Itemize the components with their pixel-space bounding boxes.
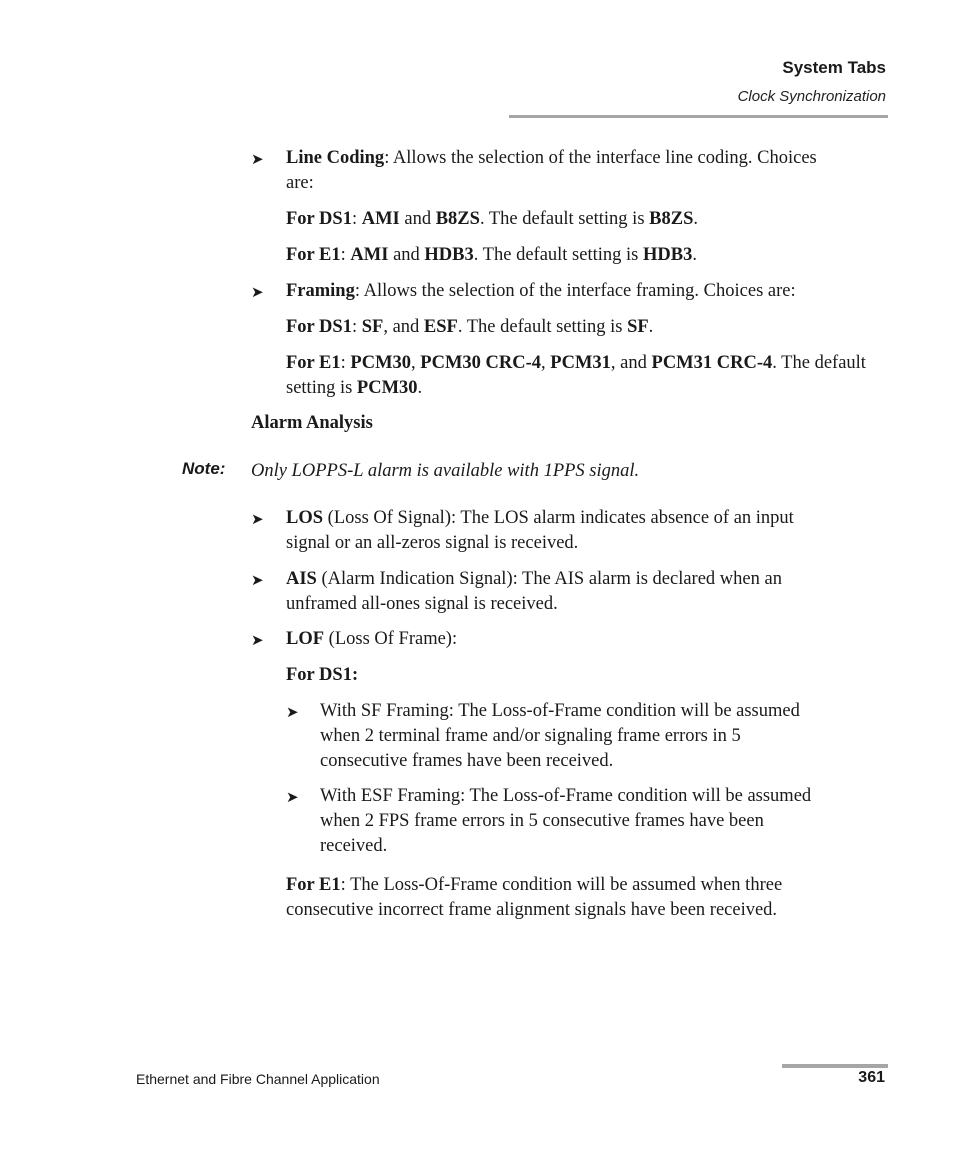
option-pcm30: PCM30 bbox=[350, 353, 412, 373]
header-rule bbox=[509, 115, 888, 118]
option-b8zs: B8ZS bbox=[435, 209, 480, 229]
ais-desc-cont: unframed all-ones signal is received. bbox=[286, 594, 558, 614]
line-coding-desc: : Allows the selection of the interface line coding. Choices bbox=[384, 148, 817, 168]
comma: , bbox=[541, 353, 551, 373]
lof-sf-line: consecutive frames have been received. bbox=[320, 751, 614, 771]
default-value: SF bbox=[627, 317, 649, 337]
bullet-arrow-icon: ➤ bbox=[251, 573, 264, 589]
default-value: HDB3 bbox=[642, 245, 693, 265]
bullet-arrow-icon: ➤ bbox=[251, 285, 264, 301]
lof-esf-line: received. bbox=[320, 836, 388, 856]
los-desc: (Loss Of Signal): The LOS alarm indicates absence of an input bbox=[323, 508, 794, 528]
default-phrase: . The default bbox=[772, 353, 866, 373]
default-phrase-cont: setting is bbox=[286, 378, 357, 398]
lof-item bbox=[286, 627, 457, 652]
period: . bbox=[693, 209, 698, 229]
default-phrase: . The default setting is bbox=[473, 245, 643, 265]
option-ami: AMI bbox=[361, 209, 400, 229]
line-coding-item bbox=[286, 146, 817, 196]
line-coding-e1 bbox=[286, 243, 697, 268]
note-label: Note: bbox=[182, 459, 226, 478]
bullet-arrow-icon: ➤ bbox=[251, 152, 264, 168]
lof-term: LOF bbox=[286, 629, 325, 649]
lof-e1-desc-cont: consecutive incorrect frame alignment signals have been received. bbox=[286, 900, 778, 920]
option-pcm31-crc4: PCM31 CRC-4 bbox=[651, 353, 773, 373]
option-hdb3: HDB3 bbox=[424, 245, 474, 265]
los-item bbox=[286, 506, 794, 556]
ds1-label: For DS1 bbox=[286, 209, 352, 229]
comma: , bbox=[411, 353, 421, 373]
bullet-arrow-icon: ➤ bbox=[286, 790, 299, 806]
e1-label: For E1 bbox=[286, 245, 341, 265]
alarm-analysis-heading-text: Alarm Analysis bbox=[251, 413, 373, 433]
option-ami: AMI bbox=[350, 245, 389, 265]
ds1-label: For DS1: bbox=[286, 665, 359, 685]
ais-desc: (Alarm Indication Signal): The AIS alarm is declared when an bbox=[316, 569, 782, 589]
bullet-arrow-icon: ➤ bbox=[251, 633, 264, 649]
ds1-label: For DS1 bbox=[286, 317, 352, 337]
separator: : bbox=[340, 245, 351, 265]
lof-esf-line: when 2 FPS frame errors in 5 consecutive frames have been bbox=[320, 811, 764, 831]
lof-e1 bbox=[286, 873, 782, 923]
bullet-arrow-icon: ➤ bbox=[286, 705, 299, 721]
lof-sf-line: when 2 terminal frame and/or signaling frame errors in 5 bbox=[320, 726, 741, 746]
conjunction: , and bbox=[610, 353, 652, 373]
page-header-title: System Tabs bbox=[782, 58, 886, 77]
ais-item bbox=[286, 567, 782, 617]
option-sf: SF bbox=[361, 317, 384, 337]
e1-label: For E1 bbox=[286, 875, 341, 895]
separator: : bbox=[340, 353, 351, 373]
default-value: PCM30 bbox=[356, 378, 418, 398]
framing-item bbox=[286, 279, 796, 304]
alarm-analysis-heading bbox=[251, 411, 373, 436]
lof-sf-line: With SF Framing: The Loss-of-Frame condition will be assumed bbox=[320, 701, 800, 721]
conjunction: , and bbox=[383, 317, 424, 337]
los-desc-cont: signal or an all-zeros signal is received. bbox=[286, 533, 579, 553]
default-phrase: . The default setting is bbox=[479, 209, 650, 229]
page-header-subtitle: Clock Synchronization bbox=[737, 88, 886, 105]
e1-label: For E1 bbox=[286, 353, 341, 373]
separator: : bbox=[351, 317, 362, 337]
period: . bbox=[692, 245, 697, 265]
lof-ds1-label bbox=[286, 663, 358, 688]
line-coding-ds1 bbox=[286, 207, 698, 232]
period: . bbox=[417, 378, 423, 398]
los-term: LOS bbox=[286, 508, 324, 528]
lof-esf-item bbox=[320, 784, 811, 859]
line-coding-term: Line Coding bbox=[286, 148, 385, 168]
period: . bbox=[648, 317, 654, 337]
framing-term: Framing bbox=[286, 281, 355, 301]
conjunction: and bbox=[388, 245, 425, 265]
framing-e1 bbox=[286, 351, 866, 401]
option-pcm30-crc4: PCM30 CRC-4 bbox=[420, 353, 542, 373]
line-coding-desc-cont: are: bbox=[286, 173, 314, 193]
option-pcm31: PCM31 bbox=[550, 353, 611, 373]
footer-document-title: Ethernet and Fibre Channel Application bbox=[136, 1071, 380, 1087]
lof-e1-desc: : The Loss-Of-Frame condition will be assumed when three bbox=[340, 875, 783, 895]
ais-term: AIS bbox=[286, 569, 317, 589]
note-text: Only LOPPS-L alarm is available with 1PPS signal. bbox=[251, 461, 640, 481]
default-phrase: . The default setting is bbox=[457, 317, 628, 337]
footer-rule bbox=[782, 1064, 888, 1068]
lof-sf-item bbox=[320, 699, 800, 774]
framing-ds1 bbox=[286, 315, 653, 340]
conjunction: and bbox=[399, 209, 436, 229]
framing-desc: : Allows the selection of the interface framing. Choices are: bbox=[354, 281, 796, 301]
bullet-arrow-icon: ➤ bbox=[251, 512, 264, 528]
lof-esf-line: With ESF Framing: The Loss-of-Frame condition will be assumed bbox=[320, 786, 812, 806]
page-number: 361 bbox=[858, 1069, 885, 1086]
lof-desc: (Loss Of Frame): bbox=[324, 629, 458, 649]
default-value: B8ZS bbox=[649, 209, 694, 229]
option-esf: ESF bbox=[423, 317, 458, 337]
separator: : bbox=[351, 209, 362, 229]
